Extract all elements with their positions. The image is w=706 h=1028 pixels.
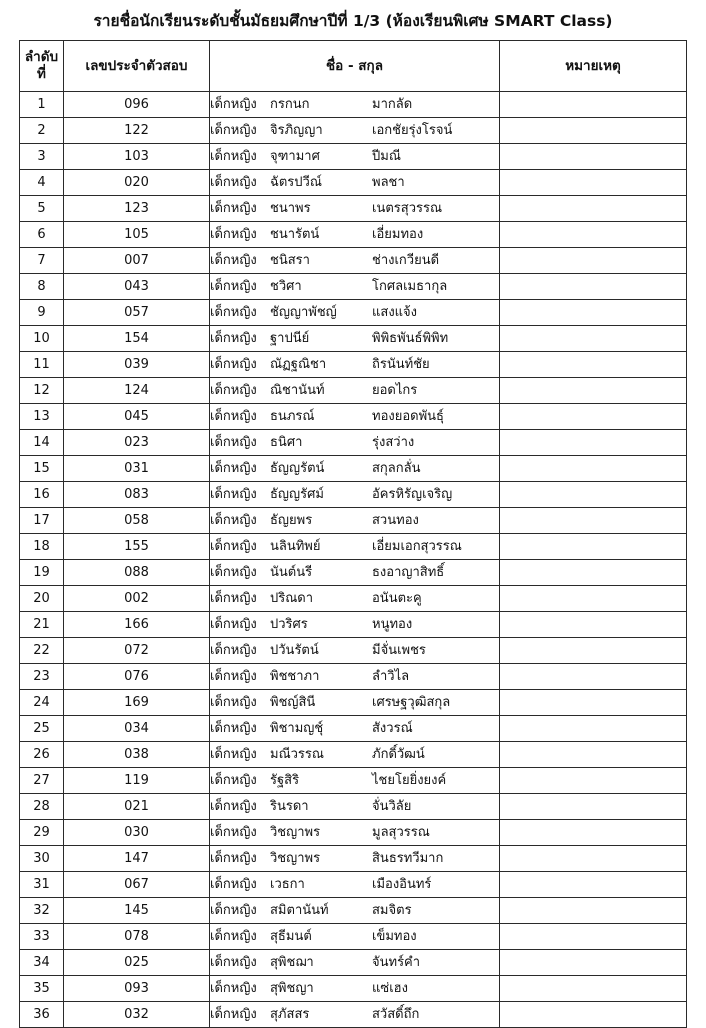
remark (500, 846, 687, 872)
student-name (210, 872, 500, 898)
row-number: 14 (20, 430, 64, 456)
exam-id: 096 (64, 92, 210, 118)
student-name (210, 586, 500, 612)
header-no (20, 41, 64, 92)
last-name: เข็มทอง (372, 929, 417, 944)
name-prefix: เด็กหญิง (210, 799, 257, 814)
first-name: ชนาพร (270, 201, 311, 216)
row-number: 25 (20, 716, 64, 742)
first-name: มณีวรรณ (270, 747, 324, 762)
name-prefix: เด็กหญิง (210, 955, 257, 970)
last-name: เศรษฐวุฒิสกุล (372, 695, 451, 710)
name-prefix: เด็กหญิง (210, 903, 257, 918)
remark (500, 872, 687, 898)
first-name: วิชญาพร (270, 851, 321, 866)
first-name: รัฐสิริ (270, 773, 300, 788)
name-prefix: เด็กหญิง (210, 617, 257, 632)
table-row (20, 248, 687, 274)
student-name (210, 742, 500, 768)
first-name: ปริณดา (270, 591, 314, 606)
exam-id: 124 (64, 378, 210, 404)
name-prefix: เด็กหญิง (210, 1007, 257, 1022)
table-row (20, 482, 687, 508)
exam-id: 023 (64, 430, 210, 456)
name-prefix: เด็กหญิง (210, 773, 257, 788)
row-number: 31 (20, 872, 64, 898)
last-name: แสงแจ้ง (372, 305, 418, 320)
name-prefix: เด็กหญิง (210, 357, 257, 372)
header-remark: หมายเหตุ (500, 41, 687, 92)
student-name (210, 534, 500, 560)
student-name (210, 508, 500, 534)
exam-id: 088 (64, 560, 210, 586)
first-name: ชนิสรา (270, 253, 310, 268)
exam-id: 145 (64, 898, 210, 924)
table-row (20, 534, 687, 560)
last-name: มีจั่นเพชร (372, 643, 426, 658)
roster-body (20, 92, 687, 1028)
table-row (20, 92, 687, 118)
remark (500, 820, 687, 846)
table-row (20, 690, 687, 716)
first-name: สุพิชฌา (270, 955, 314, 970)
remark (500, 222, 687, 248)
first-name: รินรดา (270, 799, 309, 814)
last-name: อัครหิรัญเจริญ (372, 487, 453, 502)
name-prefix: เด็กหญิง (210, 123, 257, 138)
last-name: ถิรนันท์ชัย (372, 357, 430, 372)
table-row (20, 274, 687, 300)
first-name: ธัญญรัศม์ (270, 487, 324, 502)
remark (500, 482, 687, 508)
student-name (210, 950, 500, 976)
last-name: สังวรณ์ (372, 721, 413, 736)
remark (500, 560, 687, 586)
student-name (210, 326, 500, 352)
exam-id: 154 (64, 326, 210, 352)
first-name: เวธกา (270, 877, 305, 892)
first-name: ณัฏฐณิชา (270, 357, 327, 372)
table-row (20, 638, 687, 664)
exam-id: 038 (64, 742, 210, 768)
row-number: 36 (20, 1002, 64, 1028)
name-prefix: เด็กหญิง (210, 669, 257, 684)
table-row (20, 300, 687, 326)
table-row (20, 378, 687, 404)
student-name (210, 768, 500, 794)
last-name: ทองยอดพันธุ์ (372, 409, 444, 424)
row-number: 22 (20, 638, 64, 664)
student-name (210, 794, 500, 820)
first-name: พิชชาภา (270, 669, 320, 684)
row-number: 7 (20, 248, 64, 274)
row-number: 24 (20, 690, 64, 716)
first-name: สุภัสสร (270, 1007, 310, 1022)
remark (500, 404, 687, 430)
remark (500, 690, 687, 716)
remark (500, 118, 687, 144)
name-prefix: เด็กหญิง (210, 279, 257, 294)
student-name (210, 820, 500, 846)
row-number: 5 (20, 196, 64, 222)
last-name: เอกชัยรุ่งโรจน์ (372, 123, 453, 138)
exam-id: 103 (64, 144, 210, 170)
row-number: 29 (20, 820, 64, 846)
exam-id: 030 (64, 820, 210, 846)
last-name: พลชา (372, 175, 405, 190)
name-prefix: เด็กหญิง (210, 643, 257, 658)
name-prefix: เด็กหญิง (210, 383, 257, 398)
first-name: วิชญาพร (270, 825, 321, 840)
table-row (20, 924, 687, 950)
table-row (20, 222, 687, 248)
row-number: 2 (20, 118, 64, 144)
student-roster-table (19, 40, 687, 1028)
exam-id: 093 (64, 976, 210, 1002)
student-name (210, 248, 500, 274)
name-prefix: เด็กหญิง (210, 981, 257, 996)
student-name (210, 846, 500, 872)
student-name (210, 482, 500, 508)
header-name: ชื่อ - สกุล (210, 41, 500, 92)
remark (500, 248, 687, 274)
first-name: พิชญ์สินี (270, 695, 316, 710)
last-name: แซ่เฮง (372, 981, 408, 996)
remark (500, 586, 687, 612)
remark (500, 924, 687, 950)
exam-id: 166 (64, 612, 210, 638)
last-name: ช่างเกวียนดี (372, 253, 440, 268)
student-name (210, 378, 500, 404)
student-name (210, 456, 500, 482)
student-name (210, 92, 500, 118)
name-prefix: เด็กหญิง (210, 851, 257, 866)
row-number: 18 (20, 534, 64, 560)
exam-id: 032 (64, 1002, 210, 1028)
remark (500, 742, 687, 768)
row-number: 35 (20, 976, 64, 1002)
exam-id: 043 (64, 274, 210, 300)
row-number: 10 (20, 326, 64, 352)
last-name: เอี่ยมเอกสุวรรณ (372, 539, 462, 554)
last-name: รุ่งสว่าง (372, 435, 415, 450)
student-name (210, 560, 500, 586)
remark (500, 898, 687, 924)
table-row (20, 742, 687, 768)
row-number: 4 (20, 170, 64, 196)
table-row (20, 846, 687, 872)
table-row (20, 352, 687, 378)
first-name: พิชามญชุ์ (270, 721, 324, 736)
student-name (210, 898, 500, 924)
remark (500, 378, 687, 404)
row-number: 30 (20, 846, 64, 872)
name-prefix: เด็กหญิง (210, 721, 257, 736)
header-row (20, 41, 687, 92)
exam-id: 002 (64, 586, 210, 612)
remark (500, 664, 687, 690)
first-name: ธนิศา (270, 435, 303, 450)
row-number: 1 (20, 92, 64, 118)
exam-id: 119 (64, 768, 210, 794)
remark (500, 352, 687, 378)
row-number: 33 (20, 924, 64, 950)
first-name: ชัญญาพัชญ์ (270, 305, 337, 320)
last-name: จั่นวิลัย (372, 799, 412, 814)
remark (500, 196, 687, 222)
exam-id: 169 (64, 690, 210, 716)
row-number: 6 (20, 222, 64, 248)
exam-id: 072 (64, 638, 210, 664)
first-name: ธนภรณ์ (270, 409, 315, 424)
last-name: ภักดิ์วัฒน์ (372, 747, 425, 762)
last-name: ไชยโยยิ่งยงค์ (372, 773, 447, 788)
first-name: ปวันรัตน์ (270, 643, 319, 658)
student-name (210, 300, 500, 326)
name-prefix: เด็กหญิง (210, 305, 257, 320)
table-row (20, 820, 687, 846)
first-name: ชนารัตน์ (270, 227, 320, 242)
table-row (20, 976, 687, 1002)
row-number: 13 (20, 404, 64, 430)
student-name (210, 976, 500, 1002)
first-name: ธัญยพร (270, 513, 313, 528)
last-name: ปีมณี (372, 149, 401, 164)
name-prefix: เด็กหญิง (210, 695, 257, 710)
remark (500, 170, 687, 196)
table-row (20, 768, 687, 794)
last-name: เนตรสุวรรณ (372, 201, 443, 216)
first-name: ธัญญรัตน์ (270, 461, 325, 476)
name-prefix: เด็กหญิง (210, 331, 257, 346)
student-name (210, 690, 500, 716)
name-prefix: เด็กหญิง (210, 747, 257, 762)
first-name: นลินทิพย์ (270, 539, 321, 554)
remark (500, 456, 687, 482)
remark (500, 92, 687, 118)
header-no-line2: ที่ (37, 66, 46, 82)
name-prefix: เด็กหญิง (210, 825, 257, 840)
table-row (20, 560, 687, 586)
name-prefix: เด็กหญิง (210, 929, 257, 944)
first-name: ณิชานันท์ (270, 383, 325, 398)
exam-id: 105 (64, 222, 210, 248)
remark (500, 144, 687, 170)
name-prefix: เด็กหญิง (210, 175, 257, 190)
row-number: 17 (20, 508, 64, 534)
row-number: 8 (20, 274, 64, 300)
name-prefix: เด็กหญิง (210, 877, 257, 892)
name-prefix: เด็กหญิง (210, 97, 257, 112)
last-name: โกศลเมธากุล (372, 279, 448, 294)
table-row (20, 664, 687, 690)
row-number: 15 (20, 456, 64, 482)
last-name: หนูทอง (372, 617, 413, 632)
table-row (20, 404, 687, 430)
remark (500, 716, 687, 742)
exam-id: 034 (64, 716, 210, 742)
last-name: เมืองอินทร์ (372, 877, 432, 892)
last-name: ลำวิไล (372, 669, 410, 684)
table-row (20, 716, 687, 742)
exam-id: 147 (64, 846, 210, 872)
first-name: สมิตานันท์ (270, 903, 329, 918)
first-name: ปวริศร (270, 617, 308, 632)
row-number: 3 (20, 144, 64, 170)
remark (500, 300, 687, 326)
last-name: จันทร์คำ (372, 955, 421, 970)
student-name (210, 352, 500, 378)
first-name: ฐาปนีย์ (270, 331, 310, 346)
name-prefix: เด็กหญิง (210, 539, 257, 554)
exam-id: 076 (64, 664, 210, 690)
row-number: 27 (20, 768, 64, 794)
row-number: 20 (20, 586, 64, 612)
name-prefix: เด็กหญิง (210, 565, 257, 580)
first-name: ชวิศา (270, 279, 302, 294)
exam-id: 067 (64, 872, 210, 898)
remark (500, 326, 687, 352)
first-name: สุพิชญา (270, 981, 314, 996)
header-no-line1: ลำดับ (24, 49, 59, 65)
last-name: พิพิธพันธ์พิพิท (372, 331, 449, 346)
remark (500, 976, 687, 1002)
name-prefix: เด็กหญิง (210, 149, 257, 164)
header-exam-id: เลขประจำตัวสอบ (64, 41, 210, 92)
name-prefix: เด็กหญิง (210, 487, 257, 502)
table-row (20, 118, 687, 144)
remark (500, 430, 687, 456)
student-name (210, 196, 500, 222)
name-prefix: เด็กหญิง (210, 461, 257, 476)
remark (500, 950, 687, 976)
table-row (20, 586, 687, 612)
table-row (20, 430, 687, 456)
exam-id: 021 (64, 794, 210, 820)
table-row (20, 612, 687, 638)
last-name: สินธรทวีมาก (372, 851, 444, 866)
exam-id: 155 (64, 534, 210, 560)
student-name (210, 924, 500, 950)
student-name (210, 274, 500, 300)
student-name (210, 638, 500, 664)
remark (500, 638, 687, 664)
remark (500, 768, 687, 794)
table-row (20, 872, 687, 898)
table-row (20, 326, 687, 352)
last-name: มูลสุวรรณ (372, 825, 430, 840)
last-name: สมจิตร (372, 903, 412, 918)
name-prefix: เด็กหญิง (210, 227, 257, 242)
row-number: 16 (20, 482, 64, 508)
last-name: มากลัด (372, 97, 413, 112)
student-name (210, 404, 500, 430)
first-name: กรกนก (270, 97, 310, 112)
exam-id: 007 (64, 248, 210, 274)
exam-id: 083 (64, 482, 210, 508)
student-name (210, 144, 500, 170)
exam-id: 025 (64, 950, 210, 976)
student-name (210, 430, 500, 456)
name-prefix: เด็กหญิง (210, 201, 257, 216)
remark (500, 534, 687, 560)
first-name: จิรภิญญา (270, 123, 323, 138)
row-number: 12 (20, 378, 64, 404)
table-row (20, 950, 687, 976)
last-name: อนันตะคู (372, 591, 422, 606)
table-row (20, 456, 687, 482)
exam-id: 045 (64, 404, 210, 430)
row-number: 32 (20, 898, 64, 924)
last-name: ธงอาญาสิทธิ์ (372, 565, 445, 580)
last-name: สกุลกลั่น (372, 461, 421, 476)
remark (500, 274, 687, 300)
remark (500, 612, 687, 638)
exam-id: 039 (64, 352, 210, 378)
remark (500, 508, 687, 534)
exam-id: 057 (64, 300, 210, 326)
row-number: 11 (20, 352, 64, 378)
row-number: 26 (20, 742, 64, 768)
table-row (20, 170, 687, 196)
first-name: ฉัตรปวีณ์ (270, 175, 322, 190)
remark (500, 794, 687, 820)
exam-id: 020 (64, 170, 210, 196)
exam-id: 123 (64, 196, 210, 222)
exam-id: 031 (64, 456, 210, 482)
table-row (20, 794, 687, 820)
student-name (210, 612, 500, 638)
last-name: สวนทอง (372, 513, 419, 528)
table-row (20, 144, 687, 170)
last-name: ยอดไกร (372, 383, 418, 398)
row-number: 28 (20, 794, 64, 820)
first-name: สุธีมนต์ (270, 929, 312, 944)
student-name (210, 222, 500, 248)
page-title: รายชื่อนักเรียนระดับชั้นมัธยมศึกษาปีที่ 1/3 (ห้องเรียนพิเศษ SMART Class) (93, 12, 613, 30)
last-name: เอี่ยมทอง (372, 227, 424, 242)
table-row (20, 508, 687, 534)
row-number: 34 (20, 950, 64, 976)
student-name (210, 664, 500, 690)
name-prefix: เด็กหญิง (210, 435, 257, 450)
student-name (210, 716, 500, 742)
name-prefix: เด็กหญิง (210, 409, 257, 424)
exam-id: 122 (64, 118, 210, 144)
name-prefix: เด็กหญิง (210, 591, 257, 606)
row-number: 9 (20, 300, 64, 326)
table-row (20, 196, 687, 222)
exam-id: 058 (64, 508, 210, 534)
name-prefix: เด็กหญิง (210, 253, 257, 268)
row-number: 21 (20, 612, 64, 638)
student-name (210, 170, 500, 196)
name-prefix: เด็กหญิง (210, 513, 257, 528)
table-row (20, 898, 687, 924)
exam-id: 078 (64, 924, 210, 950)
student-name (210, 118, 500, 144)
row-number: 19 (20, 560, 64, 586)
first-name: จุฑามาศ (270, 149, 320, 164)
first-name: นันต์นรี (270, 565, 313, 580)
last-name: สวัสดิ์ถึก (372, 1007, 420, 1022)
row-number: 23 (20, 664, 64, 690)
